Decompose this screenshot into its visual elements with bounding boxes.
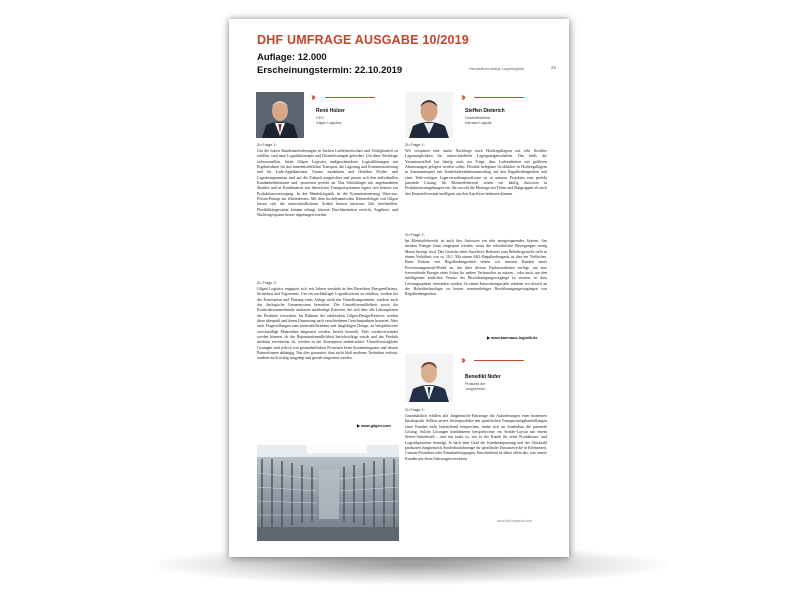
warehouse-photo — [257, 445, 399, 541]
question-label: Zu Frage 2: — [257, 281, 277, 285]
answer-text: Gilgen Logistics engagiert sich seit Jahren verstärkt in den Bereichen Energieeffizienz, Sicherheit und Ergonomie. Um ein nachhaltiges Logistiksystem zu erhalten, werden bei der Konzeption und Planung einer Anlage nicht nur Einzelkomponenten, sondern auch das ökologische Gesamtsystem betrachtet. Die Umweltfreundlichkeit sowie die Konstruktionsmerkmale umfassen nachhaltige Kriterien, die sich über alle Lebensphasen der Produkte erstrecken. Im Rahmen der zahlreichen Gilgen-Design-Reviews werden diese überprüft und deren Umsetzung nach verschiedenen Gesichtspunkten bewertet. Aber auch Fragestellungen zum materialeffizienten und langlebigen Design, zu beispielsweise zweckmäßige Materialien eingesetzt werden, bereits beurteilt. Teile wiederverwendet werden können, ob die Reparaturfreundlichkeit berücksichtigt wurde und das Produkt modular erweiterbar ist, werden in der Konzeption mitbetrachtet. Umweltverträgliche Lösungen sind jedoch von gesamtheitlichen Prozessen beim Systemintegrator und dessen Partnerfirmen abhängig. Nur dies garantiert, dass nicht bloß moderne Techniken verbaut, sondern auch richtig ausgelegt und gezielt eingesetzt werden. — [257, 287, 398, 361]
question-label: Zu Frage 1: — [405, 408, 425, 412]
answer-text: Um die hohen Kundenanforderungen in Sachen Lieferbereitschaft und Verfügbarkeit zu erfüllen, sind neue Logistikkonzepte und Dienstleistungen gefordert. Um diese Nachfrage sicherzustellen, bietet Gilgen Logistics maßgeschneiderte Logistiklösungen mit Ergebnisdaten für den innerbetrieblichen Transport, die Lagerung und Kommissionierung und für Lade-Applikationen. Unsere modularen und flexiblen Förder- und Lagerkomponenten sind auf die Zukunft ausgerichtet und passen sich den individuellen Kundenbedürfnissen und -prozessen perfekt an. Das Schichtlager mit angebundenen Shuttles und in Kombination mit fahrerlosen Transportsystemen eignet sich bestens zur Produktionsversorgung. In der Handelslogistik ist die Kommissionierung Ware-zur-Person-Prinzip am effizientesten. Mit dem hochdynamischen Kleinteilelager von Gilgen lassen sich die unterschiedlichsten Artikel binnen kürzester Zeit bereitstellen. Flexibilitätsgewinne können erlangt, kürzere Durchlaufzeiten erreicht, Angebots- und Nachfragespitzen besser abgefangen werden. — [257, 149, 398, 218]
answer-text: Im Kleinteilebereich ist auch hier Autostore ein sehr energiesparendes System. Am meisten Energie kann eingespart werden, wenn die erforderliche Bewegungen wenig Masse bewegt wird. Das Gewicht eines AutoStore-Roboters zum Behältergewicht steht in einem Verhältnis von ca. 10:1. Mit einem AKL-Regalbediengerät ist dies ein Vielfaches. Beim Einsatz von Regalbediengeräten setzen wir unseren Kunden unser Powermanagement-Modul an, das über diverse Funktionalitäten verfügt, um eine freiwerdende Energie einer Achse für andere Verbraucher zu nutzen – oder auch, um den intelligenten zeitlichen Versatz der Beschleunigungsvorgänge zu steuern, so dass Leistungsspitzen vermieden werden. In einem Innovationsprojekt arbeiten wir derzeit an der Hybridtechnologie zu besten transientlebiges Beschleunigungsvorgängen von Regalbediengeräten. — [405, 239, 547, 297]
magazine-footer-url: www.dhf-magazin.com — [497, 519, 533, 523]
url-text: www.gilgen.com — [360, 424, 391, 428]
profile-photo-steffen-dieterich — [405, 92, 453, 138]
profile-role: Geschäftsführer — [465, 116, 491, 120]
profile-role: Prokurist der — [465, 382, 486, 386]
answer-text: Wir verspüren eine starke Nachfrage nach Hochregallagern mit sehr flexibler Lagermöglichkeit für unterschiedliche Lagerguteigenschaften. Das heißt, die Variantenvielfalt hat häufig auch zur Folge, dass Ladeeinheiten mit größeren Abmessungen gelagert werden sollen. Flexibel belegbare Großfächer in Hochregallagern in Zusammenspiel mit Sonderladeeinheitenumschlag auf den Regalbediengeräten und einer Teile-wirtigen Lagerverwaltungssoftware ist in unseren Projekten eine perfekt passende Lösung. Im Kleinteilebereich setzen wir häufig Autostore in Produktionsumgebungen ein, die sowohl die Montage mit Teilen und Baugruppen als auch den Ersatzteilversand intelligent aus den AutoStore bedienen können. — [405, 149, 547, 196]
url-text: www.kaernaco-logistik.de — [490, 336, 538, 340]
question-label: Zu Frage 1: — [257, 143, 277, 147]
accent-rule — [325, 97, 375, 98]
profile-company: Jungheinrich — [465, 387, 486, 391]
chevron-arrows-icon: ›› — [311, 92, 314, 103]
profile-photo-rene-holzer — [256, 92, 304, 138]
question-label: Zu Frage 1: — [405, 143, 425, 147]
chevron-arrows-icon: ›› — [461, 355, 464, 366]
profile-name: Benedikt Nufer — [465, 374, 501, 380]
chevron-arrows-icon: ›› — [461, 92, 464, 103]
company-url-link[interactable]: ▶ www.kaernaco-logistik.de — [487, 336, 538, 340]
running-head: Herstellerumfrage Lagerlogistik — [469, 66, 525, 71]
answer-text: Grundsätzlich erfüllen alle Jungheinrich-Fahrzeuge die Anforderungen einer modernen Intralogistik. Sollten unsere Serienprodukte den spezifischen Transportaufgabenstellungen eines Kunden nicht hinreichend entsprechen, findet sich im Sonderbau die passende Lösung. Solche Lösungen kombinieren beispielsweise ein Sonder-Layout mit einem Serien-Antriebsteil – und das exakt so, wie es der Kunde für seine Produktions- und Logistikprozesse benötigt. Je nach dem Grad der Kundenanpassung und der Stückzahl produziert Jungheinrich Sonderbaufahrzeuge für spezifische Einsatzzwecke in Kleinserien. Custom-Produkten oder Einzelanfertigungen. Entscheidend ist dabei allein das, was unsere Kunden mit ihren Fahrzeugen erreichen — [405, 414, 547, 461]
profile-name: Steffen Dieterich — [465, 108, 505, 114]
profile-company: Gilgen Logistics — [316, 121, 342, 125]
profile-name: René Holzer — [316, 108, 345, 114]
profile-company: Kärnaco Logistik — [465, 121, 492, 125]
accent-rule — [474, 97, 524, 98]
profile-photo-benedikt-nufer — [405, 354, 453, 402]
question-label: Zu Frage 2: — [405, 233, 425, 237]
company-url-link[interactable]: ▶ www.gilgen.com — [357, 424, 391, 428]
circulation-label: Auflage: 12.000 — [257, 52, 327, 63]
profile-role: CEO — [316, 116, 324, 120]
accent-rule — [474, 360, 524, 361]
page-number: 25 — [551, 65, 557, 70]
magazine-page — [229, 19, 569, 557]
issue-title: DHF UMFRAGE AUSGABE 10/2019 — [257, 33, 469, 47]
publication-date-label: Erscheinungstermin: 22.10.2019 — [257, 65, 403, 76]
